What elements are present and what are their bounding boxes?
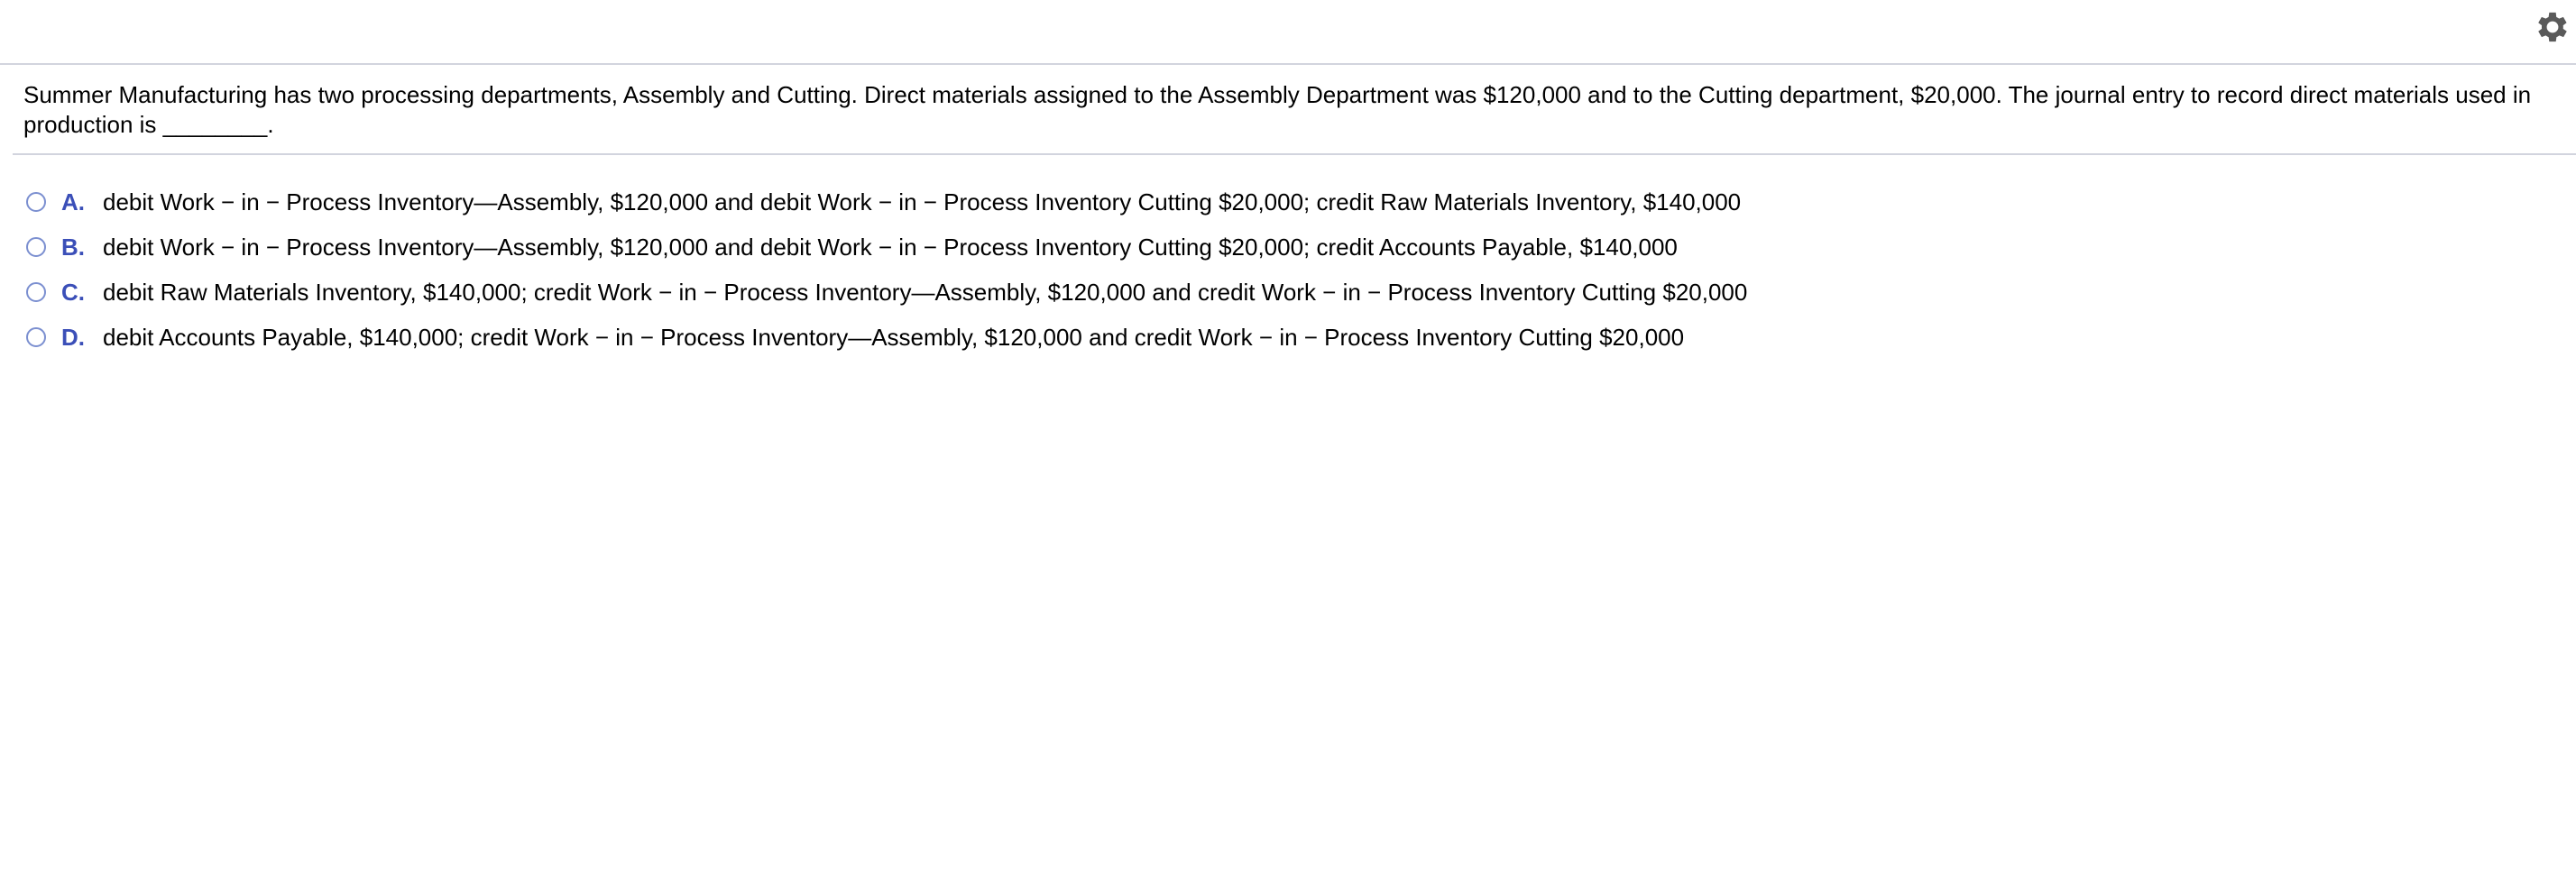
question-divider bbox=[13, 153, 2576, 155]
option-text[interactable]: debit Work − in − Process Inventory—Assembly, $120,000 and debit Work − in − Process Inventory Cutting $20,000; credit Accounts Payable, $140,000 bbox=[103, 233, 1678, 261]
settings-gear-icon[interactable] bbox=[2533, 7, 2572, 47]
question-text: Summer Manufacturing has two processing departments, Assembly and Cutting. Direct materials assigned to the Assembly Department was $120,000 and to the Cutting department, $20,000. The journal entry to record direct materials used in production is ________. bbox=[23, 81, 2532, 138]
option-text[interactable]: debit Accounts Payable, $140,000; credit Work − in − Process Inventory—Assembly, $120,000 and credit Work − in − Process Inventory Cutting $20,000 bbox=[103, 323, 1685, 351]
radio-button[interactable] bbox=[26, 237, 46, 257]
radio-button[interactable] bbox=[26, 282, 46, 302]
option-text[interactable]: debit Work − in − Process Inventory—Assembly, $120,000 and debit Work − in − Process Inventory Cutting $20,000; credit Raw Materials Inventory, $140,000 bbox=[103, 188, 1742, 215]
option-letter: D. bbox=[61, 323, 85, 351]
option-letter: C. bbox=[61, 278, 85, 306]
option-letter: A. bbox=[61, 188, 85, 215]
option-letter: B. bbox=[61, 233, 85, 261]
radio-button[interactable] bbox=[26, 327, 46, 347]
option-text[interactable]: debit Raw Materials Inventory, $140,000; credit Work − in − Process Inventory—Assembly, $120,000 and credit Work − in − Process Inventory Cutting $20,000 bbox=[103, 278, 1748, 306]
header-divider bbox=[0, 63, 2576, 65]
radio-button[interactable] bbox=[26, 192, 46, 212]
